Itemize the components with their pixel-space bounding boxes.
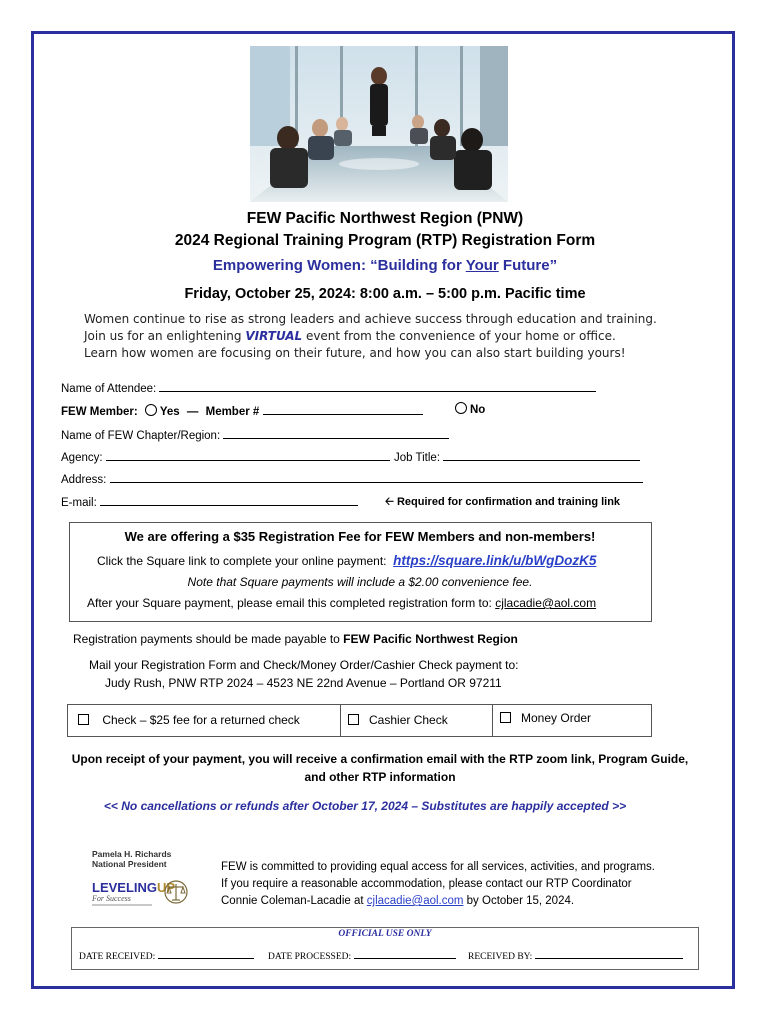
- confirmation-line-2: and other RTP information: [304, 770, 456, 784]
- fee-note: Note that Square payments will include a $2.00 convenience fee.: [187, 575, 533, 589]
- attendee-name-field[interactable]: Name of Attendee:: [61, 379, 596, 395]
- after-payment-text: After your Square payment, please email this completed registration form to: cjlacadie@aol.com: [87, 596, 597, 610]
- member-number-field[interactable]: [263, 402, 423, 415]
- intro-line-2: Join us for an enlightening VIRTUAL event from the convenience of your home or office.: [84, 329, 616, 343]
- agency-field[interactable]: Agency:: [61, 448, 390, 464]
- meeting-photo: [250, 46, 508, 202]
- received-by-field[interactable]: RECEIVED BY:: [468, 949, 683, 962]
- email-required-note: 🡠 Required for confirmation and training link: [385, 496, 621, 508]
- job-title-field[interactable]: Job Title:: [394, 448, 640, 464]
- address-field[interactable]: Address:: [61, 470, 643, 486]
- logo-tagline-line: [92, 904, 152, 906]
- official-heading: OFFICIAL USE ONLY: [338, 929, 432, 939]
- no-option[interactable]: No: [455, 402, 485, 416]
- member-row: FEW Member: Yes — Member #: [61, 402, 423, 418]
- confirmation-line-1: Upon receipt of your payment, you will receive a confirmation email with the RTP zoom link, Program Guide,: [71, 752, 689, 766]
- money-order-checkbox[interactable]: [500, 712, 511, 723]
- date-received-field[interactable]: DATE RECEIVED:: [79, 949, 254, 962]
- logo-name: Pamela H. Richards: [92, 849, 172, 859]
- access-line-2: If you require a reasonable accommodation, please contact our RTP Coordinator: [221, 878, 632, 890]
- event-date: Friday, October 25, 2024: 8:00 a.m. – 5:00 p.m. Pacific time: [184, 286, 586, 302]
- intro-line-1: Women continue to rise as strong leaders and achieve success through education and training.: [84, 312, 657, 326]
- check-checkbox[interactable]: [78, 714, 89, 725]
- cashier-check-checkbox[interactable]: [348, 714, 359, 725]
- subtitle: Empowering Women: “Building for Your Future”: [212, 257, 558, 274]
- square-link[interactable]: https://square.link/u/bWgDozK5: [393, 553, 597, 568]
- square-instructions: Click the Square link to complete your online payment: https://square.link/u/bWgDozK5: [97, 553, 597, 568]
- check-option[interactable]: Check – $25 fee for a returned check: [78, 713, 300, 727]
- date-processed-field[interactable]: DATE PROCESSED:: [268, 949, 456, 962]
- logo-title: National President: [92, 859, 167, 869]
- intro-line-3: Learn how women are focusing on their future, and how you can also start building yours!: [84, 346, 626, 360]
- coordinator-email-link[interactable]: cjlacadie@aol.com: [366, 895, 464, 907]
- logo-for-success: For Success: [92, 894, 131, 903]
- leveling-up-logo: LEVELINGUP: [92, 880, 176, 895]
- fee-heading: We are offering a $35 Registration Fee for FEW Members and non-members!: [124, 529, 596, 544]
- payable-line: Registration payments should be made payable to FEW Pacific Northwest Region: [73, 632, 518, 646]
- scales-icon: [164, 878, 188, 911]
- mail-address: Judy Rush, PNW RTP 2024 – 4523 NE 22nd Avenue – Portland OR 97211: [105, 676, 502, 690]
- money-order-option[interactable]: Money Order: [500, 711, 591, 725]
- access-line-1: FEW is committed to providing equal access for all services, activities, and programs.: [221, 861, 655, 873]
- title-line-1: FEW Pacific Northwest Region (PNW): [246, 210, 524, 227]
- fee-email-link[interactable]: cjlacadie@aol.com: [495, 596, 597, 610]
- title-line-2: 2024 Regional Training Program (RTP) Registration Form: [174, 232, 596, 249]
- no-radio[interactable]: [455, 402, 467, 414]
- access-line-3: Connie Coleman-Lacadie at cjlacadie@aol.com by October 15, 2024.: [221, 895, 575, 907]
- email-field[interactable]: E-mail:: [61, 493, 358, 509]
- yes-radio[interactable]: [145, 404, 157, 416]
- cancellation-policy: << No cancellations or refunds after October 17, 2024 – Substitutes are happily accepted >>: [103, 799, 627, 813]
- chapter-field[interactable]: Name of FEW Chapter/Region:: [61, 426, 449, 442]
- cashier-check-option[interactable]: Cashier Check: [348, 713, 448, 727]
- arrow-left-icon: 🡠: [385, 496, 394, 508]
- mail-line: Mail your Registration Form and Check/Money Order/Cashier Check payment to:: [89, 658, 519, 672]
